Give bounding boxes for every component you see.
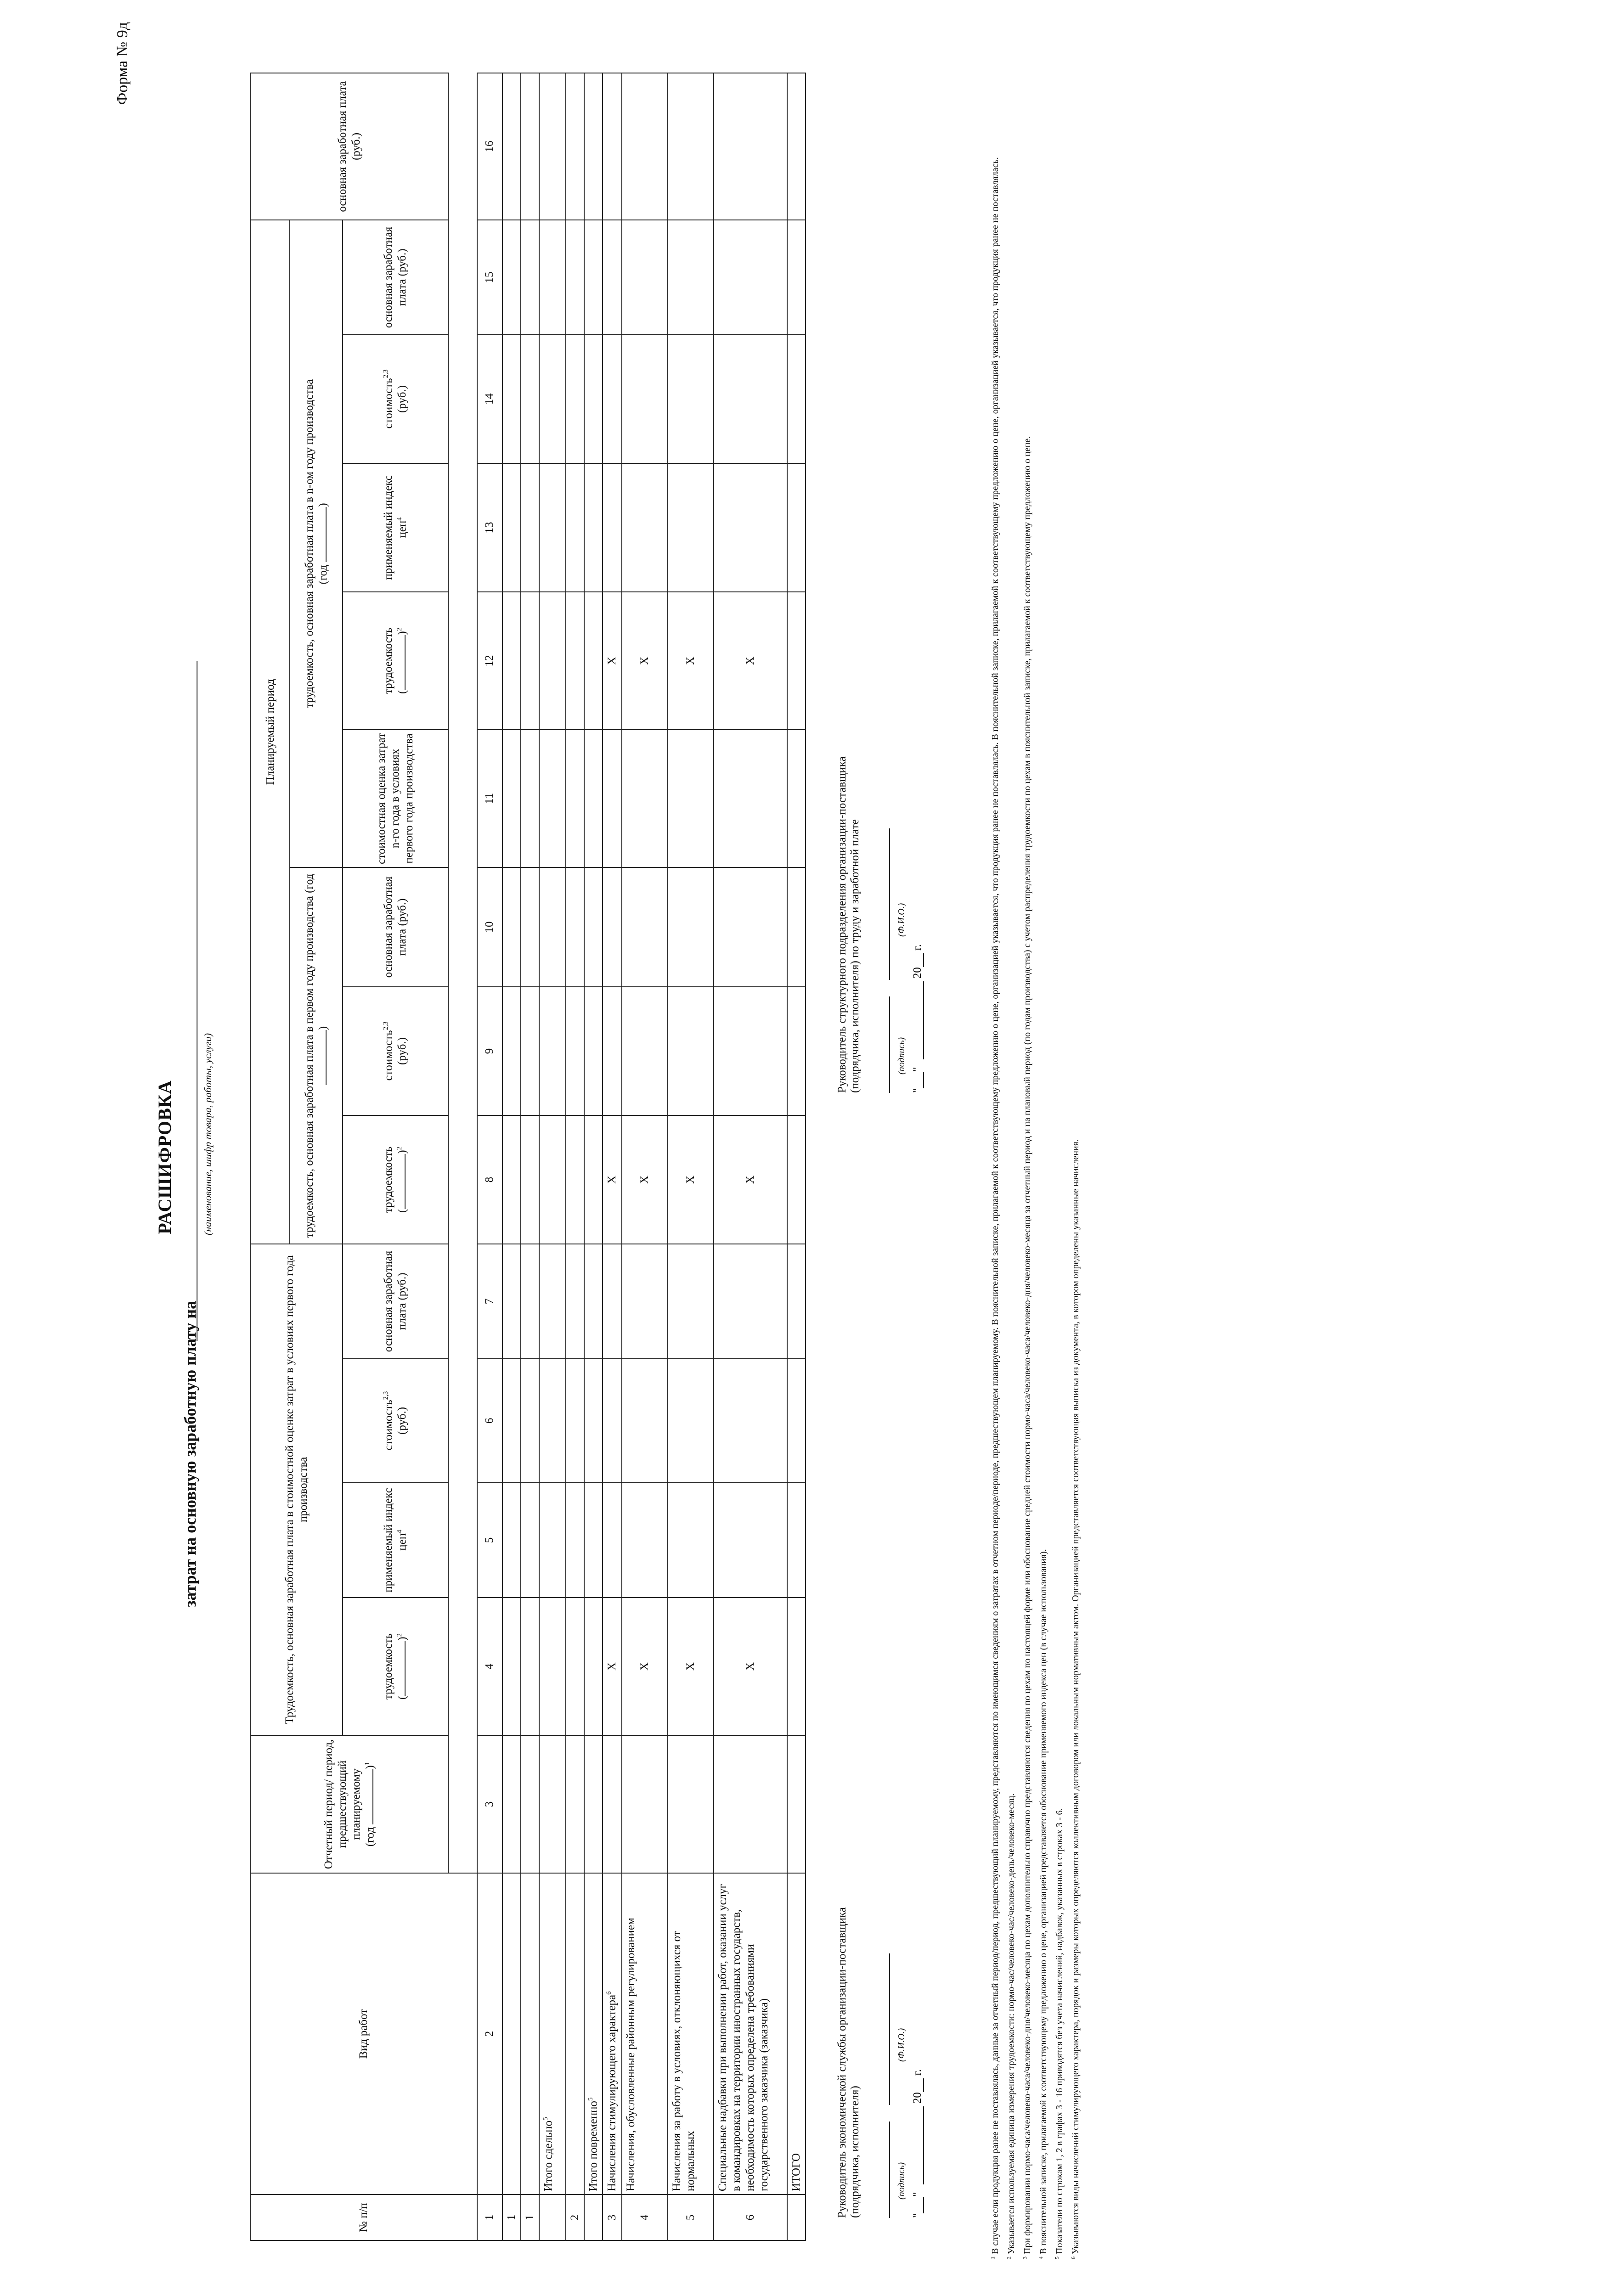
footnote-text: При формировании нормо-часа/человеко-часа/человеко-дня/человеко-месяца по цехам дополнительно справочно представляются сведения по цехам по настоящей форме или обоснование средней стоимости нормо-часа/человеко-часа/человеко-дня/человеко-месяца за отчетный период и на плановый период (по годам производства) с учетом распределения трудоемкости по цехам в пояснительной записке, прилагаемой к соответствующему предложению о цене. bbox=[1022, 436, 1032, 2254]
index-label: применяемый индекс цен bbox=[382, 475, 409, 580]
value-cell[interactable] bbox=[668, 730, 714, 867]
sig-left-title: Руководитель экономической службы организации-поставщика bbox=[836, 1907, 848, 2218]
date-year: 20 bbox=[911, 967, 924, 979]
column-number: 1 bbox=[477, 2195, 502, 2240]
row-number: 3 bbox=[603, 2195, 622, 2240]
footnote bbox=[1003, 55, 1020, 2259]
value-cell[interactable] bbox=[622, 867, 668, 987]
value-cell[interactable] bbox=[521, 463, 539, 592]
value-cell[interactable] bbox=[566, 1115, 584, 1244]
value-cell[interactable] bbox=[668, 1359, 714, 1483]
value-cell[interactable] bbox=[714, 730, 787, 867]
value-cell[interactable] bbox=[584, 335, 603, 463]
value-cell[interactable] bbox=[668, 867, 714, 987]
labor-label: трудоемкость bbox=[382, 1633, 394, 1700]
value-cell[interactable] bbox=[622, 73, 668, 220]
value-cell[interactable] bbox=[787, 592, 806, 730]
value-cell[interactable] bbox=[622, 987, 668, 1115]
header-reporting: Отчетный период/ период, предшествующий планируемому (год )$^1$ bbox=[251, 1735, 448, 1873]
value-cell[interactable] bbox=[584, 220, 603, 335]
footnote-number: 5 bbox=[1054, 2257, 1060, 2259]
footnote-number: 4 bbox=[1037, 2257, 1044, 2259]
value-cell[interactable] bbox=[603, 335, 622, 463]
value-cell[interactable] bbox=[584, 1483, 603, 1598]
value-cell[interactable] bbox=[787, 220, 806, 335]
table-row bbox=[714, 73, 787, 2240]
x-mark-cell: Х bbox=[714, 1115, 787, 1244]
table-row bbox=[521, 73, 539, 2240]
signature-line[interactable] bbox=[889, 996, 890, 1093]
value-cell[interactable] bbox=[521, 592, 539, 730]
value-cell[interactable] bbox=[502, 73, 521, 220]
value-cell[interactable] bbox=[603, 1735, 622, 1873]
value-cell[interactable] bbox=[668, 1735, 714, 1873]
header-labor-8: трудоемкость ()$^2$ bbox=[343, 1115, 448, 1244]
value-cell[interactable] bbox=[787, 1483, 806, 1598]
footnote-mark: 5 bbox=[586, 2097, 594, 2101]
value-cell[interactable] bbox=[714, 1483, 787, 1598]
value-cell[interactable] bbox=[539, 73, 566, 220]
x-mark-cell: Х bbox=[603, 1598, 622, 1735]
footnote-text: В пояснительной записке, прилагаемой к соответствующему предложению о цене, организацией представляется обоснование применяемого индекса цен (в случае использования). bbox=[1038, 1549, 1048, 2254]
table-row bbox=[566, 73, 584, 2240]
signature-block-economic bbox=[836, 1907, 924, 2218]
year-fill-line[interactable] bbox=[372, 1769, 373, 1824]
document-title: РАСШИФРОВКА bbox=[154, 1080, 175, 1234]
value-cell[interactable] bbox=[539, 1735, 566, 1873]
value-cell[interactable] bbox=[539, 592, 566, 730]
column-number: 13 bbox=[477, 463, 502, 592]
value-cell[interactable] bbox=[502, 220, 521, 335]
row-number: 1 bbox=[521, 2195, 539, 2240]
value-cell[interactable] bbox=[603, 220, 622, 335]
date-quote: " bbox=[911, 1067, 924, 1072]
footnote-number: 1 bbox=[989, 2257, 996, 2259]
value-cell[interactable] bbox=[566, 220, 584, 335]
row-number: 1 bbox=[502, 2195, 521, 2240]
footnote-text: В случае если продукция ранее не поставлялась, данные за отчетный период/период, предшествующий планируемому, представляются по имеющимся сведениям о затратах в отчетном периоде/периоде, предшествующем планируемому. В пояснительной записке, прилагаемой к соответствующему предложению о цене, организацией указывается, что продукция ранее не поставлялась. В пояснительной записке, прилагаемой к соответствующему предложению о цене, организацией указывается, что продукция ранее не поставлялась. bbox=[990, 157, 1000, 2254]
signature-line[interactable] bbox=[889, 2122, 890, 2218]
footnote bbox=[1068, 55, 1084, 2259]
unit-fill-line[interactable] bbox=[405, 1154, 406, 1209]
unit-fill-line[interactable] bbox=[405, 1641, 406, 1696]
value-cell[interactable] bbox=[521, 867, 539, 987]
value-cell[interactable] bbox=[787, 867, 806, 987]
cost-unit: (руб.) bbox=[396, 385, 409, 413]
name-line[interactable] bbox=[889, 828, 890, 980]
footnote bbox=[1020, 55, 1036, 2259]
row-number: 6 bbox=[714, 2195, 787, 2240]
value-cell[interactable] bbox=[584, 730, 603, 867]
footnote-mark: 6 bbox=[605, 1991, 613, 1995]
row-label bbox=[787, 1873, 806, 2195]
header-reporting-text: Отчетный период/ период, предшествующий планируемому bbox=[322, 1739, 362, 1869]
header-first-year-estimate: Трудоемкость, основная заработная плата в стоимостной оценке затрат в условиях первого года производства bbox=[251, 1244, 343, 1735]
x-mark-cell: Х bbox=[668, 1115, 714, 1244]
footnote bbox=[987, 55, 1003, 2259]
date-year: 20 bbox=[911, 2092, 924, 2104]
value-cell[interactable] bbox=[521, 1244, 539, 1359]
year-fill-line[interactable] bbox=[326, 1030, 327, 1085]
column-number: 6 bbox=[477, 1359, 502, 1483]
footnote bbox=[1052, 55, 1068, 2259]
value-cell[interactable] bbox=[787, 987, 806, 1115]
header-planned-n-year: (год bbox=[316, 565, 329, 585]
footnote-mark: 5 bbox=[541, 2117, 549, 2121]
value-cell[interactable] bbox=[502, 335, 521, 463]
value-cell[interactable] bbox=[539, 1359, 566, 1483]
value-cell[interactable] bbox=[502, 867, 521, 987]
day-line[interactable] bbox=[923, 1072, 924, 1088]
value-cell[interactable] bbox=[566, 592, 584, 730]
column-number: 5 bbox=[477, 1483, 502, 1598]
row-number bbox=[787, 2195, 806, 2240]
column-number-row bbox=[477, 73, 502, 2240]
footnote-text: Показатели по строкам 1, 2 в графах 3 - 16 приводятся без учета начислений, надбавок, указанных в строках 3 - 6. bbox=[1054, 1808, 1065, 2254]
year-line[interactable] bbox=[923, 2078, 924, 2092]
value-cell[interactable] bbox=[584, 987, 603, 1115]
row-label bbox=[521, 1873, 539, 2195]
value-cell[interactable] bbox=[539, 1115, 566, 1244]
table-row bbox=[584, 73, 603, 2240]
signature-block-hr bbox=[836, 756, 924, 1093]
value-cell[interactable] bbox=[539, 1598, 566, 1735]
value-cell[interactable] bbox=[584, 867, 603, 987]
row-label-text: Начисления стимулирующего характера bbox=[605, 1994, 618, 2191]
x-mark-cell: Х bbox=[622, 1598, 668, 1735]
name-line[interactable] bbox=[889, 1953, 890, 2105]
value-cell[interactable] bbox=[714, 220, 787, 335]
value-cell[interactable] bbox=[566, 1598, 584, 1735]
value-cell[interactable] bbox=[584, 1598, 603, 1735]
row-number bbox=[584, 2195, 603, 2240]
value-cell[interactable] bbox=[603, 987, 622, 1115]
value-cell[interactable] bbox=[539, 987, 566, 1115]
date-quote: " bbox=[911, 2213, 924, 2218]
value-cell[interactable] bbox=[566, 73, 584, 220]
header-planned-n-text: трудоемкость, основная заработная плата в n-ом году производства bbox=[303, 379, 316, 709]
sig-right-sub: (подрядчика, исполнителя) по труду и заработной плате bbox=[849, 819, 861, 1093]
column-number: 8 bbox=[477, 1115, 502, 1244]
index-label: применяемый индекс цен bbox=[382, 1488, 409, 1593]
value-cell[interactable] bbox=[787, 73, 806, 220]
value-cell[interactable] bbox=[584, 73, 603, 220]
value-cell[interactable] bbox=[622, 1483, 668, 1598]
footnote-text: Указываются виды начислений стимулирующего характера, порядок и размеры которых определяются коллективным договором или локальным нормативным актом. Организацией представляется соответствующая выписка из документа, в котором определены указанные начисления. bbox=[1071, 1139, 1081, 2254]
value-cell[interactable] bbox=[566, 1244, 584, 1359]
value-cell[interactable] bbox=[668, 987, 714, 1115]
value-cell[interactable] bbox=[539, 867, 566, 987]
column-number: 10 bbox=[477, 867, 502, 987]
value-cell[interactable] bbox=[603, 1359, 622, 1483]
row-label bbox=[714, 1873, 787, 2195]
x-mark-cell: Х bbox=[622, 592, 668, 730]
value-cell[interactable] bbox=[521, 335, 539, 463]
value-cell[interactable] bbox=[787, 1244, 806, 1359]
value-cell[interactable] bbox=[502, 730, 521, 867]
value-cell[interactable] bbox=[521, 1598, 539, 1735]
row-label bbox=[584, 1873, 603, 2195]
labor-label: трудоемкость bbox=[382, 627, 394, 694]
value-cell[interactable] bbox=[584, 463, 603, 592]
value-cell[interactable] bbox=[566, 1735, 584, 1873]
header-index-5: применяемый индекс цен$^4$ bbox=[343, 1483, 448, 1598]
year-fill-line[interactable] bbox=[326, 507, 327, 562]
value-cell[interactable] bbox=[566, 1359, 584, 1483]
row-number: 2 bbox=[566, 2195, 584, 2240]
value-cell[interactable] bbox=[521, 1359, 539, 1483]
value-cell[interactable] bbox=[566, 730, 584, 867]
value-cell[interactable] bbox=[539, 220, 566, 335]
value-cell[interactable] bbox=[603, 867, 622, 987]
column-number: 9 bbox=[477, 987, 502, 1115]
x-mark-cell: Х bbox=[603, 1115, 622, 1244]
header-planned-first-text: трудоемкость, основная заработная плата в первом году производства (год bbox=[303, 873, 316, 1238]
row-label bbox=[502, 1873, 521, 2195]
value-cell[interactable] bbox=[603, 1483, 622, 1598]
value-cell[interactable] bbox=[584, 1359, 603, 1483]
header-salary-10: основная заработная плата (руб.) bbox=[343, 867, 448, 987]
header-reporting-year: (год bbox=[364, 1827, 377, 1847]
value-cell[interactable] bbox=[603, 73, 622, 220]
value-cell[interactable] bbox=[502, 987, 521, 1115]
value-cell[interactable] bbox=[787, 1598, 806, 1735]
header-planned-n: трудоемкость, основная заработная плата в n-ом году производства (год ) bbox=[290, 220, 343, 867]
column-number: 14 bbox=[477, 335, 502, 463]
value-cell[interactable] bbox=[603, 463, 622, 592]
value-cell[interactable] bbox=[566, 987, 584, 1115]
row-label-text: Итого сдельно bbox=[542, 2120, 554, 2191]
day-line[interactable] bbox=[923, 2197, 924, 2213]
value-cell[interactable] bbox=[521, 1735, 539, 1873]
hint-name: (Ф.И.О.) bbox=[896, 2028, 907, 2062]
header-salary-7: основная заработная плата (руб.) bbox=[343, 1244, 448, 1359]
value-cell[interactable] bbox=[566, 463, 584, 592]
value-cell[interactable] bbox=[622, 463, 668, 592]
footnote-number: 3 bbox=[1021, 2257, 1028, 2259]
date-g: г. bbox=[911, 944, 924, 951]
row-label bbox=[603, 1873, 622, 2195]
header-planned: Планируемый период bbox=[251, 220, 290, 1244]
value-cell[interactable] bbox=[502, 1244, 521, 1359]
value-cell[interactable] bbox=[622, 1359, 668, 1483]
value-cell[interactable] bbox=[502, 1735, 521, 1873]
value-cell[interactable] bbox=[539, 1244, 566, 1359]
row-number bbox=[539, 2195, 566, 2240]
table-row bbox=[622, 73, 668, 2240]
column-number: 11 bbox=[477, 730, 502, 867]
value-cell[interactable] bbox=[566, 335, 584, 463]
value-cell[interactable] bbox=[521, 1115, 539, 1244]
value-cell[interactable] bbox=[714, 1359, 787, 1483]
value-cell[interactable] bbox=[502, 592, 521, 730]
header-num: № п/п bbox=[251, 2195, 477, 2240]
row-label-text: Итого повременно bbox=[587, 2101, 599, 2191]
value-cell[interactable] bbox=[502, 1115, 521, 1244]
x-mark-cell: Х bbox=[622, 1115, 668, 1244]
value-cell[interactable] bbox=[622, 1244, 668, 1359]
column-number: 3 bbox=[477, 1735, 502, 1873]
month-line[interactable] bbox=[923, 2106, 924, 2184]
row-label bbox=[566, 1873, 584, 2195]
header-cost-14: стоимость$^{2,3}$ (руб.) bbox=[343, 335, 448, 463]
table-row bbox=[668, 73, 714, 2240]
row-label bbox=[668, 1873, 714, 2195]
value-cell[interactable] bbox=[502, 1483, 521, 1598]
column-number: 2 bbox=[477, 1873, 502, 2195]
x-mark-cell: Х bbox=[668, 1598, 714, 1735]
value-cell[interactable] bbox=[787, 1359, 806, 1483]
hint-sign: (подпись) bbox=[896, 2162, 907, 2200]
date-g: г. bbox=[911, 2069, 924, 2076]
header-cost-6: стоимость$^{2,3}$ (руб.) bbox=[343, 1359, 448, 1483]
header-salary-16: основная заработная плата (руб.) bbox=[251, 73, 448, 220]
value-cell[interactable] bbox=[566, 1483, 584, 1598]
value-cell[interactable] bbox=[622, 1735, 668, 1873]
sig-right-title: Руководитель структурного подразделения организации-поставщика bbox=[836, 756, 848, 1093]
value-cell[interactable] bbox=[668, 1244, 714, 1359]
x-mark-cell: Х bbox=[714, 1598, 787, 1735]
value-cell[interactable] bbox=[584, 592, 603, 730]
value-cell[interactable] bbox=[714, 73, 787, 220]
value-cell[interactable] bbox=[584, 1244, 603, 1359]
value-cell[interactable] bbox=[502, 1359, 521, 1483]
value-cell[interactable] bbox=[668, 463, 714, 592]
year-line[interactable] bbox=[923, 953, 924, 967]
footnote bbox=[1036, 55, 1052, 2259]
table-row bbox=[502, 73, 521, 2240]
value-cell[interactable] bbox=[603, 730, 622, 867]
value-cell[interactable] bbox=[566, 867, 584, 987]
value-cell[interactable] bbox=[622, 335, 668, 463]
row-label bbox=[622, 1873, 668, 2195]
row-number: 4 bbox=[622, 2195, 668, 2240]
column-number: 12 bbox=[477, 592, 502, 730]
header-cost-9: стоимость$^{2,3}$ (руб.) bbox=[343, 987, 448, 1115]
row-label-text: Начисления, обусловленные районным регулированием bbox=[625, 1918, 637, 2191]
form-number: Форма № 9д bbox=[114, 22, 131, 105]
row-label-text: Специальные надбавки при выполнении работ, оказании услуг в командировках на территории иностранных государств, необходимость которых определена требованиями государственного заказчика (заказчика) bbox=[716, 1884, 770, 2191]
header-labor-12: трудоемкость ()$^2$ bbox=[343, 592, 448, 730]
row-label-text: Начисления за работу в условиях, отклоняющихся от нормальных bbox=[671, 1931, 697, 2191]
value-cell[interactable] bbox=[787, 463, 806, 592]
table-row bbox=[603, 73, 622, 2240]
header-index-13: применяемый индекс цен$^4$ bbox=[343, 463, 448, 592]
cost-label: стоимость bbox=[382, 1400, 395, 1451]
value-cell[interactable] bbox=[584, 1735, 603, 1873]
value-cell[interactable] bbox=[521, 1483, 539, 1598]
value-cell[interactable] bbox=[668, 1483, 714, 1598]
header-labor-4: трудоемкость ()$^2$ bbox=[343, 1598, 448, 1735]
footnote-number: 2 bbox=[1005, 2257, 1012, 2259]
table-row bbox=[787, 73, 806, 2240]
table-row bbox=[539, 73, 566, 2240]
value-cell[interactable] bbox=[668, 220, 714, 335]
x-mark-cell: Х bbox=[603, 592, 622, 730]
cost-unit: (руб.) bbox=[396, 1407, 409, 1435]
value-cell[interactable] bbox=[521, 73, 539, 220]
value-cell[interactable] bbox=[622, 220, 668, 335]
value-cell[interactable] bbox=[668, 335, 714, 463]
x-mark-cell: Х bbox=[668, 592, 714, 730]
value-cell[interactable] bbox=[787, 730, 806, 867]
header-salary-15: основная заработная плата (руб.) bbox=[343, 220, 448, 335]
footnotes bbox=[987, 55, 1084, 2259]
document-subtitle: затрат на основную заработную плату на bbox=[181, 1300, 199, 1607]
subtitle-hint: (наименование, шифр товара, работы, услуги) bbox=[202, 1033, 214, 1235]
cost-label: стоимость bbox=[382, 1030, 395, 1081]
row-label bbox=[539, 1873, 566, 2195]
value-cell[interactable] bbox=[622, 730, 668, 867]
hint-sign: (подпись) bbox=[896, 1037, 907, 1075]
labor-label: трудоемкость bbox=[382, 1146, 394, 1213]
header-work: Вид работ bbox=[251, 1873, 477, 2195]
row-label-text: ИТОГО bbox=[790, 2153, 802, 2191]
unit-fill-line[interactable] bbox=[405, 635, 406, 690]
value-cell[interactable] bbox=[521, 730, 539, 867]
value-cell[interactable] bbox=[787, 1115, 806, 1244]
row-number: 5 bbox=[668, 2195, 714, 2240]
header-planned-first: трудоемкость, основная заработная плата в первом году производства (год ) bbox=[290, 867, 343, 1244]
value-cell[interactable] bbox=[714, 987, 787, 1115]
value-cell[interactable] bbox=[714, 1244, 787, 1359]
value-cell[interactable] bbox=[539, 730, 566, 867]
value-cell[interactable] bbox=[714, 1735, 787, 1873]
value-cell[interactable] bbox=[502, 1598, 521, 1735]
column-number: 16 bbox=[477, 73, 502, 220]
value-cell[interactable] bbox=[539, 335, 566, 463]
value-cell[interactable] bbox=[714, 463, 787, 592]
value-cell[interactable] bbox=[714, 867, 787, 987]
date-quote: " bbox=[911, 2192, 924, 2197]
value-cell[interactable] bbox=[539, 1483, 566, 1598]
value-cell[interactable] bbox=[714, 335, 787, 463]
hint-name: (Ф.И.О.) bbox=[896, 903, 907, 937]
value-cell[interactable] bbox=[521, 987, 539, 1115]
value-cell[interactable] bbox=[584, 1115, 603, 1244]
value-cell[interactable] bbox=[521, 220, 539, 335]
value-cell[interactable] bbox=[502, 463, 521, 592]
column-number: 7 bbox=[477, 1244, 502, 1359]
value-cell[interactable] bbox=[787, 335, 806, 463]
header-cost-estimate-11: стоимостная оценка затрат n-го года в условиях первого года производства bbox=[343, 730, 448, 867]
footnote-number: 6 bbox=[1070, 2257, 1076, 2259]
value-cell[interactable] bbox=[668, 73, 714, 220]
column-number: 15 bbox=[477, 220, 502, 335]
value-cell[interactable] bbox=[787, 1735, 806, 1873]
footnote-text: Указывается используемая единица измерения трудоемкости: нормо-час/человеко-час/человеко-день/человеко-месяц. bbox=[1006, 1793, 1016, 2254]
sig-left-sub: (подрядчика, исполнителя) bbox=[849, 2086, 861, 2218]
month-line[interactable] bbox=[923, 981, 924, 1059]
value-cell[interactable] bbox=[603, 1244, 622, 1359]
x-mark-cell: Х bbox=[714, 592, 787, 730]
value-cell[interactable] bbox=[539, 463, 566, 592]
column-number: 4 bbox=[477, 1598, 502, 1735]
cost-unit: (руб.) bbox=[396, 1037, 409, 1065]
cost-breakdown-table bbox=[250, 73, 806, 2241]
date-quote: " bbox=[911, 1088, 924, 1093]
cost-label: стоимость bbox=[382, 378, 395, 429]
